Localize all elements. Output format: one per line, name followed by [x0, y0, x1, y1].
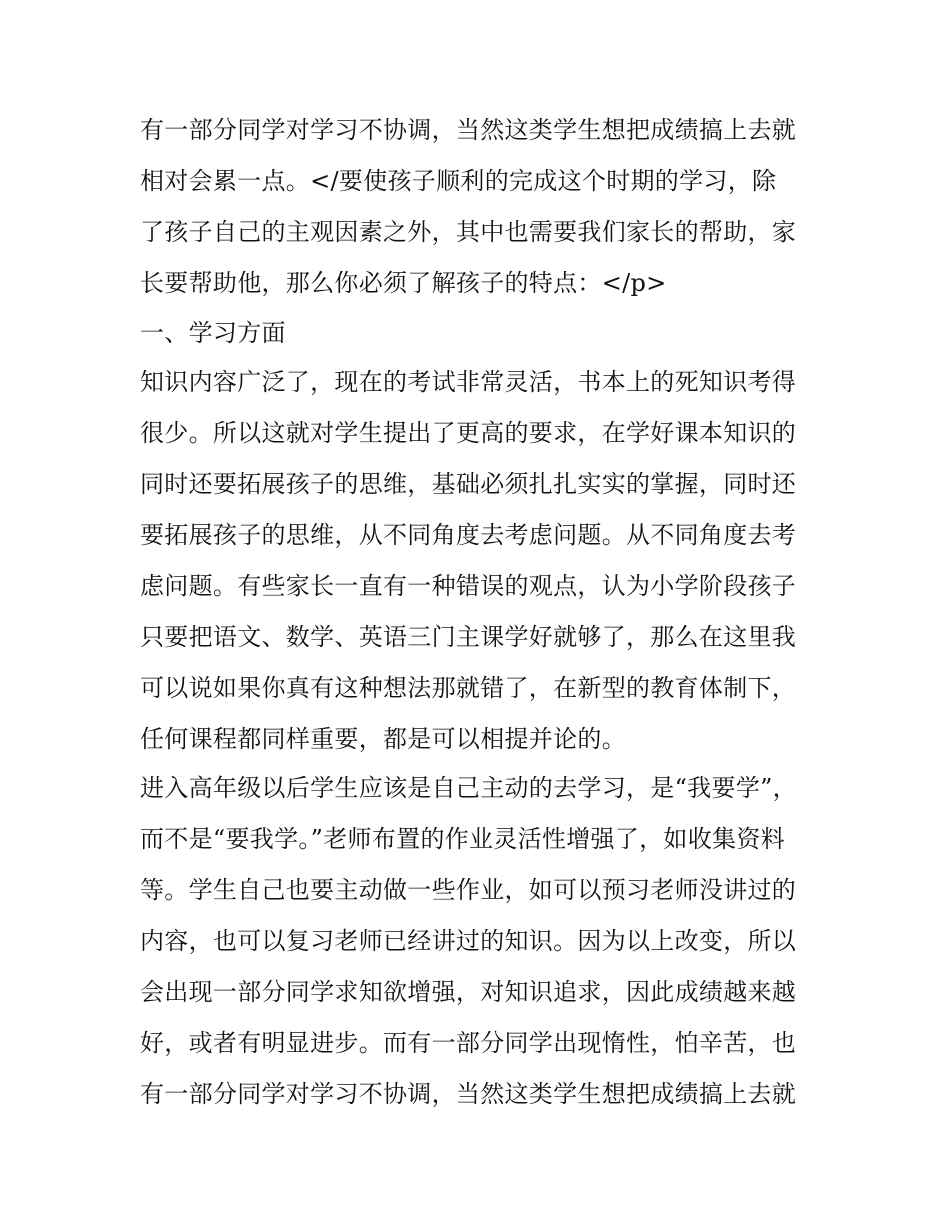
text-line: 内容，也可以复习老师已经讲过的知识。因为以上改变，所以 [140, 927, 797, 955]
text-line: 只要把语文、数学、英语三门主课学好就够了，那么在这里我 [140, 623, 797, 651]
text-line: 进入高年级以后学生应该是自己主动的去学习，是“我要学”， [140, 774, 797, 802]
text-line: 而不是“要我学。”老师布置的作业灵活性增强了，如收集资料 [140, 825, 785, 853]
text-line: 好，或者有明显进步。而有一部分同学出现惰性，怕辛苦，也 [140, 1029, 797, 1057]
text-line: 可以说如果你真有这种想法那就错了，在新型的教育体制下， [140, 674, 797, 702]
text-line: 有一部分同学对学习不协调，当然这类学生想把成绩搞上去就 [140, 116, 797, 144]
text-line: 要拓展孩子的思维，从不同角度去考虑问题。从不同角度去考 [140, 521, 797, 549]
text-line: 同时还要拓展孩子的思维，基础必须扎扎实实的掌握，同时还 [140, 470, 797, 498]
text-line: 长要帮助他，那么你必须了解孩子的特点：</p> [140, 269, 667, 297]
text-line: 虑问题。有些家长一直有一种错误的观点，认为小学阶段孩子 [140, 572, 797, 600]
text-line: 等。学生自己也要主动做一些作业，如可以预习老师没讲过的 [140, 876, 797, 904]
text-line: 了孩子自己的主观因素之外，其中也需要我们家长的帮助，家 [140, 218, 797, 246]
text-line: 会出现一部分同学求知欲增强，对知识追求，因此成绩越来越 [140, 978, 797, 1006]
text-line: 相对会累一点。</要使孩子顺利的完成这个时期的学习，除 [140, 167, 777, 195]
text-line: 很少。所以这就对学生提出了更高的要求，在学好课本知识的 [140, 419, 797, 447]
text-line: 任何课程都同样重要，都是可以相提并论的。 [140, 725, 626, 753]
text-line: 知识内容广泛了，现在的考试非常灵活，书本上的死知识考得 [140, 368, 797, 396]
section-heading: 一、学习方面 [140, 319, 286, 347]
text-line: 有一部分同学对学习不协调，当然这类学生想把成绩搞上去就 [140, 1080, 797, 1108]
